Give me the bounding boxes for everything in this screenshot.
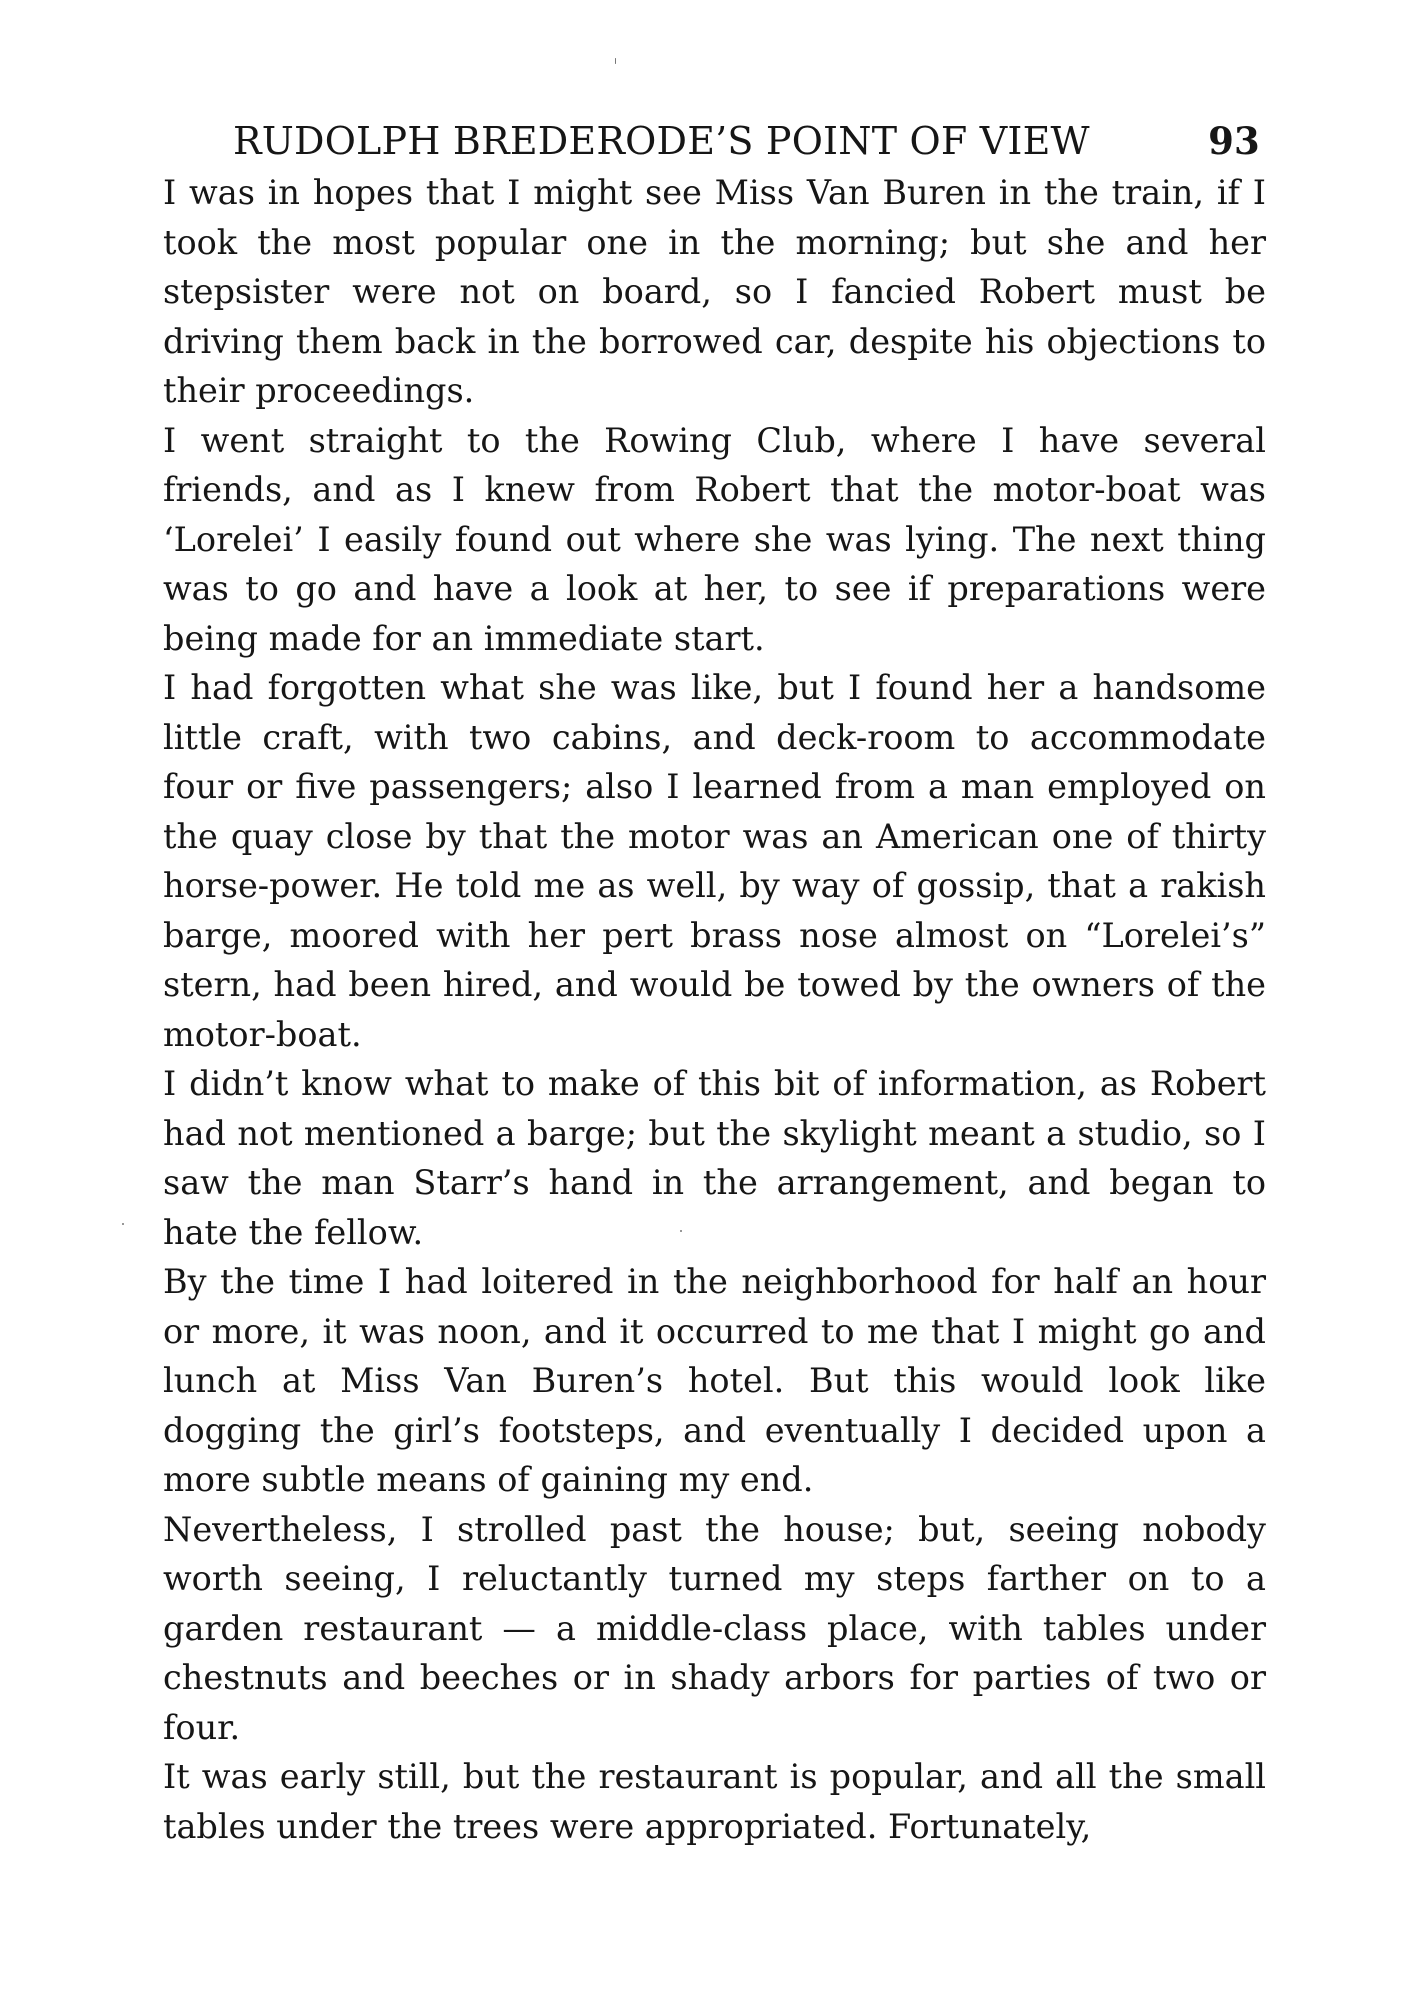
paragraph-6: Nevertheless, I strolled past the house; but, seeing nobody worth seeing, I reluctantly turned my steps farther on to a garden restaurant — a middle-class place, with tables under chestnuts and beeches or in shady arbors for parties of two or four. bbox=[163, 1509, 1266, 1747]
page-content bbox=[163, 116, 1266, 1851]
paragraph-3: I had forgotten what she was like, but I found her a handsome little craft, with two cabins, and deck-room to accommodate four or five passengers; also I learned from a man employed on the quay close by that the motor was an American one of thirty horse-power. He told me as well, by way of gossip, that a rakish barge, moored with her pert brass nose almost on “Lorelei’s” stern, had been hired, and would be towed by the owners of the motor-boat. bbox=[163, 668, 1266, 1054]
scan-speck bbox=[680, 1230, 682, 1232]
chapter-title: RUDOLPH BREDERODE’S POINT OF VIEW bbox=[233, 119, 1090, 163]
paragraph-4: I didn’t know what to make of this bit of information, as Robert had not mentioned a barge; but the skylight meant a studio, so I saw the man Starr’s hand in the arrangement, and began to hate the fellow. bbox=[163, 1064, 1266, 1252]
paragraph-5: By the time I had loitered in the neighborhood for half an hour or more, it was noon, and it occurred to me that I might go and lunch at Miss Van Buren’s hotel. But this would look like dogging the girl’s footsteps, and eventually I decided upon a more subtle means of gaining my end. bbox=[163, 1262, 1266, 1499]
paragraph-7: It was early still, but the restaurant is popular, and all the small tables under the trees were appropriated. Fortunately, bbox=[163, 1757, 1266, 1846]
body-text bbox=[163, 168, 1266, 1851]
scan-speck bbox=[615, 58, 616, 64]
scan-speck bbox=[122, 1223, 124, 1225]
paragraph-2: I went straight to the Rowing Club, where I have several friends, and as I knew from Robert that the motor-boat was ‘Lorelei’ I easily found out where she was lying. The next thing was to go and have a look at her, to see if preparations were being made for an immediate start. bbox=[163, 420, 1266, 658]
running-head bbox=[163, 116, 1266, 166]
paragraph-1: I was in hopes that I might see Miss Van Buren in the train, if I took the most popular one in the morning; but she and her stepsister were not on board, so I fancied Robert must be driving them back in the borrowed car, despite his objections to their proceedings. bbox=[163, 173, 1266, 410]
page-number: 93 bbox=[1208, 119, 1260, 163]
